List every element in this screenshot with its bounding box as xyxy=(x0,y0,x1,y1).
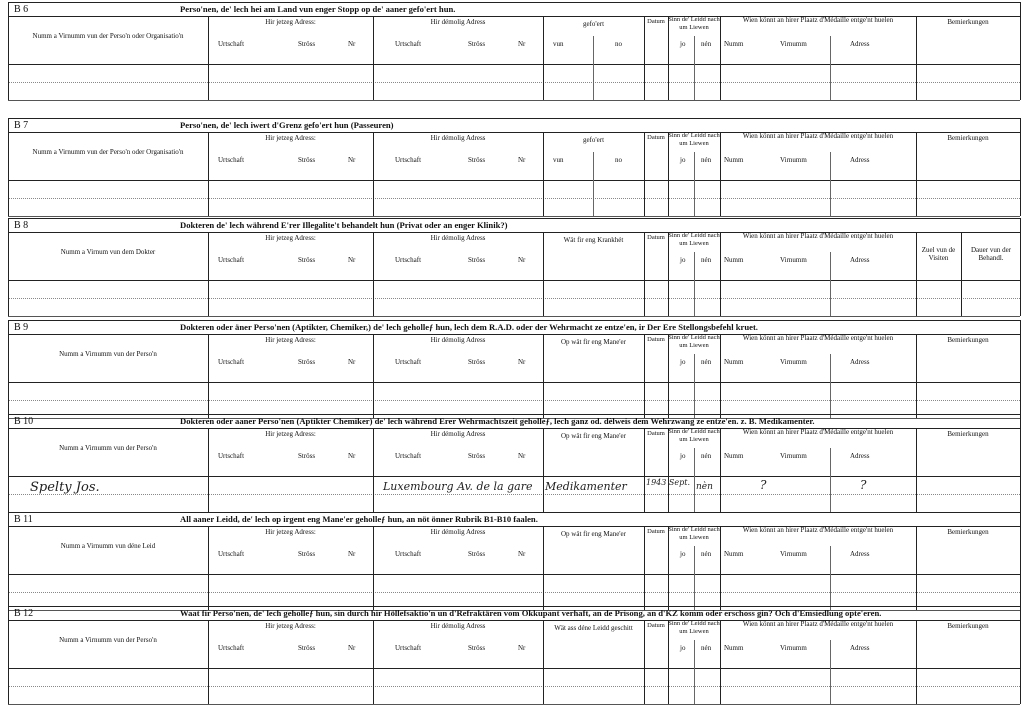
column-divider xyxy=(644,132,645,216)
section-code: B 7 xyxy=(14,120,29,131)
address-header: Adress xyxy=(850,452,870,460)
medal-receiver-header: Wien könnt an hirer Plaatz d'Médaille entge'nt huelen xyxy=(742,132,894,140)
column-divider xyxy=(8,218,9,316)
alive-header: Sinn de' Leidd nach um Liewen xyxy=(668,16,720,31)
rule-line xyxy=(8,686,1020,687)
rule-line xyxy=(8,668,1020,669)
firstname-header: Virnumm xyxy=(780,358,807,366)
number-header: Nr xyxy=(518,156,526,164)
former-address-header: Hir démolig Adress xyxy=(430,430,486,438)
column-divider xyxy=(720,428,721,512)
column-divider xyxy=(8,118,9,216)
column-divider xyxy=(916,132,917,216)
method-column-header: gefo'ert xyxy=(582,20,605,28)
number-header: Nr xyxy=(518,550,526,558)
column-divider xyxy=(644,526,645,610)
rule-line xyxy=(8,476,1020,477)
no-header: nén xyxy=(701,256,712,264)
date-header: Datum xyxy=(647,234,665,241)
column-divider xyxy=(208,232,209,316)
rule-line xyxy=(8,592,1020,593)
handwritten-date: 1943 Sept. xyxy=(646,478,690,487)
name-column-header: Numm a Virnumm vun der Perso'n oder Organisatio'n xyxy=(32,148,184,156)
column-divider xyxy=(543,428,544,512)
column-divider xyxy=(694,252,695,316)
column-divider xyxy=(373,232,374,316)
column-divider xyxy=(720,16,721,100)
rule-line xyxy=(8,198,1020,199)
column-divider xyxy=(208,428,209,512)
rule-line xyxy=(8,494,1020,495)
town-header: Urtschaft xyxy=(395,40,422,48)
column-divider xyxy=(830,36,831,100)
to-header: no xyxy=(615,156,622,164)
handwritten-name: Spelty Jos. xyxy=(30,480,100,495)
column-divider xyxy=(830,354,831,418)
section-code: B 11 xyxy=(14,514,33,525)
column-divider xyxy=(720,232,721,316)
alive-header: Sinn de' Leidd nach um Liewen xyxy=(668,428,720,443)
column-divider xyxy=(8,606,9,704)
medal-receiver-header: Wien könnt an hirer Plaatz d'Médaille entge'nt huelen xyxy=(742,526,894,534)
number-header: Nr xyxy=(518,358,526,366)
former-address-header: Hir démolig Adress xyxy=(430,234,486,242)
column-divider xyxy=(644,620,645,704)
street-header: Ströss xyxy=(298,156,316,164)
rule-line xyxy=(8,64,1020,65)
section-b6 xyxy=(8,2,1020,100)
section-code: B 10 xyxy=(14,416,34,427)
no-header: nén xyxy=(701,40,712,48)
number-header: Nr xyxy=(348,156,356,164)
rule-line xyxy=(8,100,1020,101)
rule-line xyxy=(8,320,1020,321)
address-header: Adress xyxy=(850,256,870,264)
column-divider xyxy=(543,232,544,316)
handwritten-question-2: ? xyxy=(860,478,867,492)
medal-receiver-header: Wien könnt an hirer Plaatz d'Médaille entge'nt huelen xyxy=(742,334,894,342)
town-header: Urtschaft xyxy=(395,358,422,366)
town-header: Urtschaft xyxy=(218,452,245,460)
column-divider xyxy=(543,16,544,100)
rule-line xyxy=(8,382,1020,383)
column-divider xyxy=(961,232,962,316)
section-code: B 8 xyxy=(14,220,29,231)
number-header: Nr xyxy=(348,256,356,264)
column-divider xyxy=(8,320,9,418)
column-divider xyxy=(644,232,645,316)
current-address-header: Hir jetzeg Adress: xyxy=(265,18,316,26)
firstname-header: Virnumm xyxy=(780,550,807,558)
column-divider xyxy=(1020,218,1021,316)
section-b12 xyxy=(8,606,1020,704)
number-header: Nr xyxy=(348,644,356,652)
alive-header: Sinn de' Leidd nach um Liewen xyxy=(668,526,720,541)
column-divider xyxy=(644,16,645,100)
column-divider xyxy=(208,132,209,216)
current-address-header: Hir jetzeg Adress: xyxy=(265,134,316,142)
column-divider xyxy=(694,36,695,100)
date-header: Datum xyxy=(647,18,665,25)
rule-line xyxy=(8,316,1020,317)
section-b10 xyxy=(8,414,1020,512)
town-header: Urtschaft xyxy=(218,40,245,48)
column-divider xyxy=(694,354,695,418)
rule-line xyxy=(8,400,1020,401)
alive-header: Sinn de' Leidd nach um Liewen xyxy=(668,620,720,635)
number-header: Nr xyxy=(518,256,526,264)
column-divider xyxy=(694,448,695,512)
column-divider xyxy=(644,428,645,512)
yes-header: jo xyxy=(680,644,686,652)
address-header: Adress xyxy=(850,644,870,652)
remarks-header: Bemierkungen xyxy=(947,430,989,438)
no-header: nén xyxy=(701,452,712,460)
street-header: Ströss xyxy=(298,256,316,264)
firstname-header: Virnumm xyxy=(780,644,807,652)
column-divider xyxy=(694,640,695,704)
former-address-header: Hir démolig Adress xyxy=(430,18,486,26)
column-divider xyxy=(916,428,917,512)
address-header: Adress xyxy=(850,156,870,164)
former-address-header: Hir démolig Adress xyxy=(430,622,486,630)
street-header: Ströss xyxy=(468,452,486,460)
name-column-header: Numm a Virnumm vun der Perso'n oder Organisatio'n xyxy=(32,32,184,40)
section-title: Perso'nen, de' lech iwert d'Grenz gefo'ert hun (Passeuren) xyxy=(180,120,394,130)
former-address-header: Hir démolig Adress xyxy=(430,528,486,536)
column-divider xyxy=(916,334,917,418)
rule-line xyxy=(8,414,1020,415)
name-column-header: Numm a Virnumm vun der Perso'n xyxy=(59,636,157,644)
section-title: Perso'nen, de' lech hei am Land vun enger Stopp op de' aaner gefo'ert hun. xyxy=(180,4,456,14)
column-divider xyxy=(916,16,917,100)
number-header: Nr xyxy=(518,452,526,460)
no-header: nén xyxy=(701,156,712,164)
address-header: Adress xyxy=(850,550,870,558)
no-header: nén xyxy=(701,644,712,652)
section-title: Waat fir Perso'nen, de' lech geholleƒ hun, sin durch hir Höllefsaktio'n un d'Refraktären vom Okkupant verhaft, an de Prisong, an d'KZ komm oder erschoss gin? Och d'Emsiedlung opte'eren. xyxy=(180,608,882,618)
name-column-header: Numm a Virnumm vun der Perso'n xyxy=(59,444,157,452)
number-header: Nr xyxy=(518,40,526,48)
column-divider xyxy=(720,526,721,610)
street-header: Ströss xyxy=(468,358,486,366)
column-divider xyxy=(720,132,721,216)
column-divider xyxy=(830,252,831,316)
town-header: Urtschaft xyxy=(395,550,422,558)
medal-receiver-header: Wien könnt an hirer Plaatz d'Médaille entge'nt huelen xyxy=(742,232,894,240)
street-header: Ströss xyxy=(468,156,486,164)
section-code: B 6 xyxy=(14,4,29,15)
rule-line xyxy=(8,216,1020,217)
rule-line xyxy=(8,280,1020,281)
yes-header: jo xyxy=(680,156,686,164)
method-column-header: gefo'ert xyxy=(582,136,605,144)
column-divider xyxy=(830,640,831,704)
visits-header: Zuel vun de Visiten xyxy=(921,246,956,262)
surname-header: Numm xyxy=(724,358,744,366)
section-b7 xyxy=(8,118,1020,216)
handwritten-former-address: Luxembourg Av. de la gare xyxy=(383,480,533,493)
date-header: Datum xyxy=(647,336,665,343)
column-divider xyxy=(593,152,594,216)
town-header: Urtschaft xyxy=(395,644,422,652)
column-divider xyxy=(543,620,544,704)
name-column-header: Numm a Virnumm vun déne Leid xyxy=(60,542,156,550)
column-divider xyxy=(373,526,374,610)
firstname-header: Virnumm xyxy=(780,256,807,264)
surname-header: Numm xyxy=(724,452,744,460)
method-column-header: Wät ass déne Leidd geschitt xyxy=(554,624,633,632)
medal-receiver-header: Wien könnt an hirer Plaatz d'Médaille entge'nt huelen xyxy=(742,620,894,628)
remarks-header: Bemierkungen xyxy=(947,336,989,344)
current-address-header: Hir jetzeg Adress: xyxy=(265,622,316,630)
column-divider xyxy=(8,414,9,512)
column-divider xyxy=(208,334,209,418)
current-address-header: Hir jetzeg Adress: xyxy=(265,430,316,438)
rule-line xyxy=(8,180,1020,181)
section-b9 xyxy=(8,320,1020,418)
column-divider xyxy=(543,526,544,610)
firstname-header: Virnumm xyxy=(780,40,807,48)
date-header: Datum xyxy=(647,622,665,629)
column-divider xyxy=(1020,606,1021,704)
address-header: Adress xyxy=(850,40,870,48)
section-title: All aaner Leidd, de' lech op irgent eng Mane'er geholleƒ hun, an nöt önner Rubrik B1-B10 faalen. xyxy=(180,514,538,524)
from-header: vun xyxy=(553,40,564,48)
street-header: Ströss xyxy=(468,40,486,48)
remarks-header: Bemierkungen xyxy=(947,18,989,26)
no-header: nén xyxy=(701,550,712,558)
number-header: Nr xyxy=(348,358,356,366)
section-title: Dokteren oder äner Perso'nen (Aptikter, Chemiker,) de' lech geholleƒ hun, lech dem R.A.D. oder der Wehrmacht ze entze'en, ir Der Ere Stellongsbefehl kruet. xyxy=(180,322,758,332)
date-header: Datum xyxy=(647,430,665,437)
date-header: Datum xyxy=(647,528,665,535)
town-header: Urtschaft xyxy=(395,256,422,264)
town-header: Urtschaft xyxy=(218,358,245,366)
column-divider xyxy=(644,334,645,418)
surname-header: Numm xyxy=(724,40,744,48)
column-divider xyxy=(694,546,695,610)
rule-line xyxy=(8,574,1020,575)
surname-header: Numm xyxy=(724,256,744,264)
current-address-header: Hir jetzeg Adress: xyxy=(265,234,316,242)
column-divider xyxy=(916,620,917,704)
remarks-header: Bemierkungen xyxy=(947,134,989,142)
handwritten-method: Medikamenter xyxy=(545,480,627,493)
remarks-header: Bemierkungen xyxy=(947,528,989,536)
town-header: Urtschaft xyxy=(218,644,245,652)
surname-header: Numm xyxy=(724,550,744,558)
medal-receiver-header: Wien könnt an hirer Plaatz d'Médaille entge'nt huelen xyxy=(742,428,894,436)
yes-header: jo xyxy=(680,256,686,264)
former-address-header: Hir démolig Adress xyxy=(430,134,486,142)
to-header: no xyxy=(615,40,622,48)
number-header: Nr xyxy=(518,644,526,652)
method-column-header: Op wät fir eng Mane'er xyxy=(560,530,626,538)
section-code: B 9 xyxy=(14,322,29,333)
yes-header: jo xyxy=(680,550,686,558)
handwritten-alive-no: nèn xyxy=(696,482,713,492)
town-header: Urtschaft xyxy=(218,256,245,264)
remarks-header: Bemierkungen xyxy=(947,622,989,630)
column-divider xyxy=(543,132,544,216)
former-address-header: Hir démolig Adress xyxy=(430,336,486,344)
column-divider xyxy=(543,334,544,418)
column-divider xyxy=(830,152,831,216)
column-divider xyxy=(373,334,374,418)
column-divider xyxy=(694,152,695,216)
rule-line xyxy=(8,2,1020,3)
current-address-header: Hir jetzeg Adress: xyxy=(265,528,316,536)
section-b8 xyxy=(8,218,1020,316)
duration-header: Dauer vun der Behandl. xyxy=(970,246,1012,262)
alive-header: Sinn de' Leidd nach um Liewen xyxy=(668,232,720,247)
section-code: B 12 xyxy=(14,608,34,619)
town-header: Urtschaft xyxy=(395,452,422,460)
column-divider xyxy=(720,620,721,704)
street-header: Ströss xyxy=(298,40,316,48)
rule-line xyxy=(8,606,1020,607)
column-divider xyxy=(830,546,831,610)
column-divider xyxy=(1020,414,1021,512)
rule-line xyxy=(8,118,1020,119)
method-column-header: Wät fir eng Krankhét xyxy=(563,236,624,244)
section-title: Dokteren oder aaner Perso'nen (Aptikter Chemiker) de' lech während Erer Wehrmachtszeit geholleƒ, lech ganz od. dèlweis dem Wehrzwang ze entze'en. z. B. Medikamenter. xyxy=(180,416,815,426)
town-header: Urtschaft xyxy=(218,156,245,164)
firstname-header: Virnumm xyxy=(780,452,807,460)
town-header: Urtschaft xyxy=(395,156,422,164)
column-divider xyxy=(916,526,917,610)
no-header: nén xyxy=(701,358,712,366)
column-divider xyxy=(830,448,831,512)
number-header: Nr xyxy=(348,550,356,558)
column-divider xyxy=(373,16,374,100)
yes-header: jo xyxy=(680,358,686,366)
column-divider xyxy=(720,334,721,418)
name-column-header: Numm a Virnum vun dem Dokter xyxy=(60,248,156,256)
yes-header: jo xyxy=(680,40,686,48)
section-b11 xyxy=(8,512,1020,610)
date-header: Datum xyxy=(647,134,665,141)
column-divider xyxy=(208,620,209,704)
column-divider xyxy=(8,512,9,610)
surname-header: Numm xyxy=(724,644,744,652)
column-divider xyxy=(916,232,917,316)
name-column-header: Numm a Virnumm vun der Perso'n xyxy=(59,350,157,358)
rule-line xyxy=(8,704,1020,705)
alive-header: Sinn de' Leidd nach um Liewen xyxy=(668,132,720,147)
column-divider xyxy=(373,132,374,216)
rule-line xyxy=(8,82,1020,83)
town-header: Urtschaft xyxy=(218,550,245,558)
column-divider xyxy=(208,16,209,100)
street-header: Ströss xyxy=(298,644,316,652)
column-divider xyxy=(1020,512,1021,610)
column-divider xyxy=(1020,118,1021,216)
surname-header: Numm xyxy=(724,156,744,164)
column-divider xyxy=(373,428,374,512)
column-divider xyxy=(1020,320,1021,418)
handwritten-question-1: ? xyxy=(760,478,767,492)
column-divider xyxy=(208,526,209,610)
current-address-header: Hir jetzeg Adress: xyxy=(265,336,316,344)
rule-line xyxy=(8,218,1020,219)
street-header: Ströss xyxy=(468,256,486,264)
address-header: Adress xyxy=(850,358,870,366)
street-header: Ströss xyxy=(468,550,486,558)
street-header: Ströss xyxy=(468,644,486,652)
column-divider xyxy=(1020,2,1021,100)
method-column-header: Op wät fir eng Mane'er xyxy=(560,338,626,346)
method-column-header: Op wät fir eng Mane'er xyxy=(560,432,626,440)
rule-line xyxy=(8,512,1020,513)
alive-header: Sinn de' Leidd nach um Liewen xyxy=(668,334,720,349)
firstname-header: Virnumm xyxy=(780,156,807,164)
street-header: Ströss xyxy=(298,358,316,366)
yes-header: jo xyxy=(680,452,686,460)
column-divider xyxy=(593,36,594,100)
from-header: vun xyxy=(553,156,564,164)
section-title: Dokteren de' lech während E'rer Illegalite't behandelt hun (Privat oder an enger Klinik?) xyxy=(180,220,508,230)
column-divider xyxy=(8,2,9,100)
number-header: Nr xyxy=(348,452,356,460)
street-header: Ströss xyxy=(298,452,316,460)
medal-receiver-header: Wien könnt an hirer Plaatz d'Médaille entge'nt huelen xyxy=(742,16,894,24)
number-header: Nr xyxy=(348,40,356,48)
street-header: Ströss xyxy=(298,550,316,558)
column-divider xyxy=(373,620,374,704)
rule-line xyxy=(8,298,1020,299)
